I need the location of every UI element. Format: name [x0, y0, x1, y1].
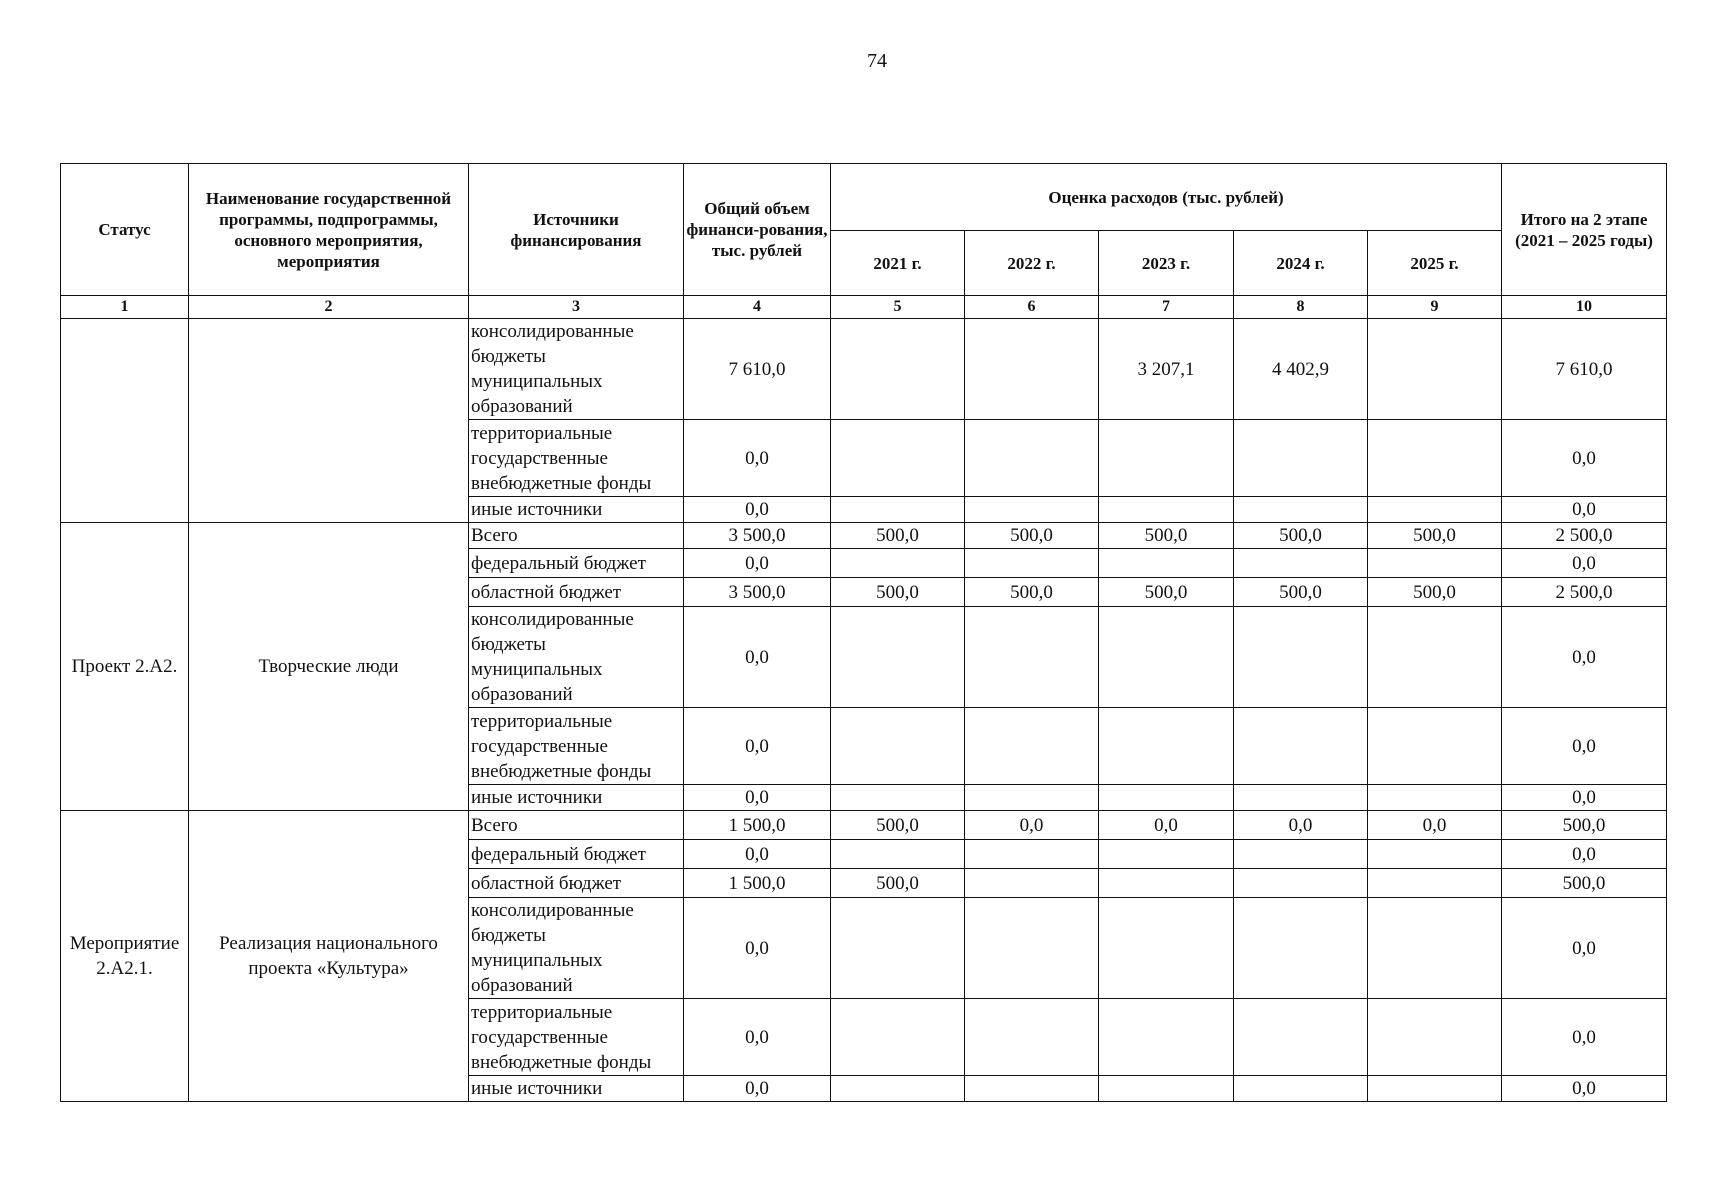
total-cell: 0,0 [684, 840, 831, 869]
year-cell [1099, 708, 1234, 785]
stage-total-cell: 7 610,0 [1502, 319, 1667, 420]
year-cell [965, 708, 1099, 785]
year-cell [1099, 898, 1234, 999]
year-cell: 500,0 [831, 578, 965, 607]
year-cell [831, 898, 965, 999]
table-body [61, 319, 1667, 1102]
year-cell [831, 607, 965, 708]
column-number: 4 [684, 296, 831, 319]
header-name: Наименование государственной программы, подпрограммы, основного мероприятия, мероприятия [189, 164, 469, 296]
total-cell: 0,0 [684, 607, 831, 708]
year-cell [1099, 497, 1234, 523]
year-cell [831, 840, 965, 869]
table-row [61, 319, 1667, 420]
total-cell: 3 500,0 [684, 578, 831, 607]
source-cell: федеральный бюджет [469, 549, 684, 578]
source-cell: областной бюджет [469, 869, 684, 898]
total-cell: 0,0 [684, 1076, 831, 1102]
source-cell: Всего [469, 811, 684, 840]
column-number: 2 [189, 296, 469, 319]
year-cell [1368, 708, 1502, 785]
total-cell: 1 500,0 [684, 869, 831, 898]
year-cell [1099, 869, 1234, 898]
name-cell: Реализация национального проекта «Культура» [189, 811, 469, 1102]
year-cell [831, 319, 965, 420]
year-cell: 4 402,9 [1234, 319, 1368, 420]
year-cell [965, 319, 1099, 420]
total-cell: 0,0 [684, 999, 831, 1076]
header-total-volume: Общий объем финанси-рования, тыс. рублей [684, 164, 831, 296]
year-cell [1099, 840, 1234, 869]
year-cell [831, 1076, 965, 1102]
column-number: 3 [469, 296, 684, 319]
total-cell: 0,0 [684, 785, 831, 811]
year-cell [831, 785, 965, 811]
table-row [61, 523, 1667, 549]
source-cell: консолидированные бюджеты муниципальных образований [469, 898, 684, 999]
year-cell [1234, 785, 1368, 811]
year-cell [965, 898, 1099, 999]
year-cell: 500,0 [1099, 578, 1234, 607]
year-cell: 0,0 [1368, 811, 1502, 840]
total-cell: 0,0 [684, 708, 831, 785]
column-number: 5 [831, 296, 965, 319]
year-cell [965, 840, 1099, 869]
header-year: 2025 г. [1368, 231, 1502, 296]
stage-total-cell: 2 500,0 [1502, 578, 1667, 607]
year-cell [965, 785, 1099, 811]
year-cell [1368, 869, 1502, 898]
year-cell [1234, 898, 1368, 999]
header-sources: Источники финансирования [469, 164, 684, 296]
total-cell: 3 500,0 [684, 523, 831, 549]
year-cell [1368, 840, 1502, 869]
column-number: 6 [965, 296, 1099, 319]
source-cell: консолидированные бюджеты муниципальных образований [469, 319, 684, 420]
status-cell [61, 319, 189, 523]
source-cell: территориальные государственные внебюджетные фонды [469, 999, 684, 1076]
year-cell: 0,0 [1099, 811, 1234, 840]
year-cell: 500,0 [831, 811, 965, 840]
total-cell: 0,0 [684, 549, 831, 578]
year-cell: 500,0 [1234, 523, 1368, 549]
budget-table [60, 163, 1667, 1102]
column-number: 9 [1368, 296, 1502, 319]
year-cell [831, 708, 965, 785]
total-cell: 0,0 [684, 420, 831, 497]
header-year: 2024 г. [1234, 231, 1368, 296]
year-cell [1099, 1076, 1234, 1102]
year-cell: 500,0 [1368, 578, 1502, 607]
stage-total-cell: 0,0 [1502, 708, 1667, 785]
year-cell [831, 497, 965, 523]
stage-total-cell: 0,0 [1502, 420, 1667, 497]
year-cell [1234, 497, 1368, 523]
stage-total-cell: 0,0 [1502, 999, 1667, 1076]
year-cell [1234, 1076, 1368, 1102]
year-cell [1368, 420, 1502, 497]
header-year: 2023 г. [1099, 231, 1234, 296]
year-cell [965, 1076, 1099, 1102]
stage-total-cell: 500,0 [1502, 869, 1667, 898]
stage-total-cell: 0,0 [1502, 1076, 1667, 1102]
year-cell: 500,0 [1234, 578, 1368, 607]
stage-total-cell: 0,0 [1502, 898, 1667, 999]
column-number: 10 [1502, 296, 1667, 319]
year-cell [1234, 840, 1368, 869]
year-cell [831, 420, 965, 497]
source-cell: иные источники [469, 497, 684, 523]
year-cell [965, 999, 1099, 1076]
year-cell [1099, 785, 1234, 811]
year-cell [1368, 1076, 1502, 1102]
total-cell: 0,0 [684, 497, 831, 523]
header-year: 2022 г. [965, 231, 1099, 296]
column-number: 7 [1099, 296, 1234, 319]
year-cell: 0,0 [965, 811, 1099, 840]
total-cell: 1 500,0 [684, 811, 831, 840]
year-cell [1368, 549, 1502, 578]
source-cell: территориальные государственные внебюджетные фонды [469, 708, 684, 785]
source-cell: федеральный бюджет [469, 840, 684, 869]
column-number: 8 [1234, 296, 1368, 319]
status-cell: Проект 2.А2. [61, 523, 189, 811]
year-cell: 500,0 [965, 578, 1099, 607]
stage-total-cell: 0,0 [1502, 840, 1667, 869]
stage-total-cell: 0,0 [1502, 785, 1667, 811]
year-cell: 3 207,1 [1099, 319, 1234, 420]
column-number: 1 [61, 296, 189, 319]
year-cell [1099, 999, 1234, 1076]
column-number-row [61, 296, 1667, 319]
header-status: Статус [61, 164, 189, 296]
year-cell: 0,0 [1234, 811, 1368, 840]
year-cell: 500,0 [965, 523, 1099, 549]
year-cell [831, 999, 965, 1076]
stage-total-cell: 0,0 [1502, 607, 1667, 708]
year-cell [1099, 549, 1234, 578]
source-cell: Всего [469, 523, 684, 549]
year-cell [1234, 607, 1368, 708]
year-cell [1234, 708, 1368, 785]
year-cell [1368, 898, 1502, 999]
year-cell [1099, 420, 1234, 497]
stage-total-cell: 0,0 [1502, 497, 1667, 523]
year-cell [1234, 420, 1368, 497]
year-cell [1368, 497, 1502, 523]
header-estimate: Оценка расходов (тыс. рублей) [831, 164, 1502, 231]
year-cell [1234, 869, 1368, 898]
year-cell [965, 607, 1099, 708]
source-cell: территориальные государственные внебюджетные фонды [469, 420, 684, 497]
year-cell [965, 869, 1099, 898]
year-cell [831, 549, 965, 578]
total-cell: 7 610,0 [684, 319, 831, 420]
stage-total-cell: 2 500,0 [1502, 523, 1667, 549]
year-cell [1368, 607, 1502, 708]
source-cell: областной бюджет [469, 578, 684, 607]
year-cell [1099, 607, 1234, 708]
year-cell [1234, 549, 1368, 578]
year-cell [1368, 319, 1502, 420]
table-header [61, 164, 1667, 319]
stage-total-cell: 0,0 [1502, 549, 1667, 578]
stage-total-cell: 500,0 [1502, 811, 1667, 840]
year-cell: 500,0 [1368, 523, 1502, 549]
table-row [61, 811, 1667, 840]
year-cell [1368, 999, 1502, 1076]
year-cell: 500,0 [1099, 523, 1234, 549]
year-cell: 500,0 [831, 869, 965, 898]
page-number: 74 [867, 50, 887, 72]
status-cell: Мероприятие 2.А2.1. [61, 811, 189, 1102]
year-cell [1234, 999, 1368, 1076]
total-cell: 0,0 [684, 898, 831, 999]
source-cell: иные источники [469, 1076, 684, 1102]
source-cell: консолидированные бюджеты муниципальных образований [469, 607, 684, 708]
name-cell [189, 319, 469, 523]
year-cell [965, 420, 1099, 497]
name-cell: Творческие люди [189, 523, 469, 811]
header-year: 2021 г. [831, 231, 965, 296]
year-cell [965, 497, 1099, 523]
year-cell [1368, 785, 1502, 811]
source-cell: иные источники [469, 785, 684, 811]
year-cell [965, 549, 1099, 578]
year-cell: 500,0 [831, 523, 965, 549]
header-stage-total: Итого на 2 этапе (2021 – 2025 годы) [1502, 164, 1667, 296]
